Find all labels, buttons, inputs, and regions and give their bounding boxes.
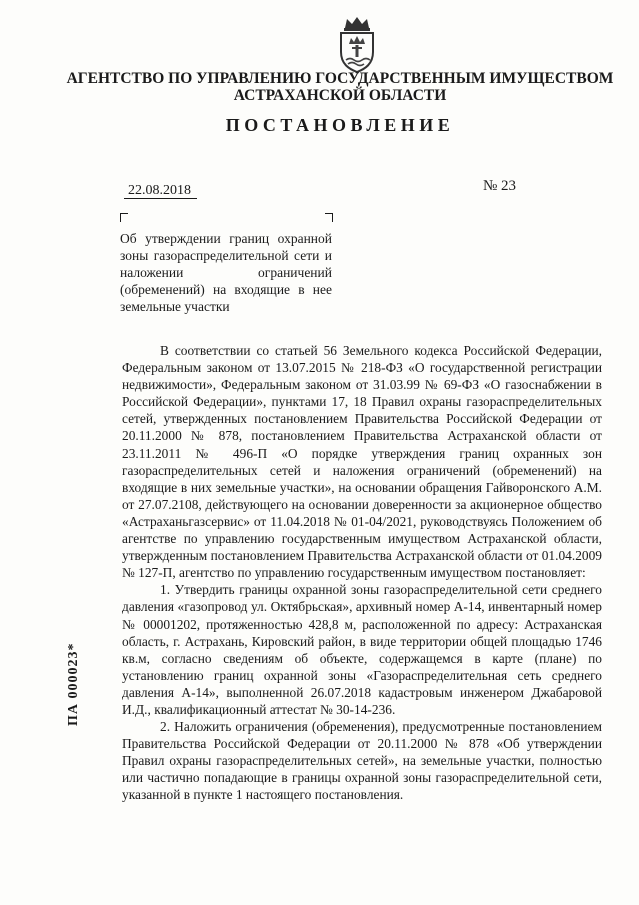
agency-name-line1: АГЕНТСТВО ПО УПРАВЛЕНИЮ ГОСУДАРСТВЕННЫМ ИМУЩЕСТВОМ — [66, 70, 614, 87]
item-1-paragraph: 1. Утвердить границы охранной зоны газораспределительной сети среднего давления «газопровод ул. Октябрьская», архивный номер А-14, инвентарный номер № 00001202, протяженностью 428,8 м, расположенной по адресу: Астраханская область, г. Астрахань, Кировский район, в виде территории общей площадью 1746 кв.м, согласно сведениям об объекте, содержащемся в карте (плане) по установлению границ охранной зоны «Газораспределительная сеть среднего давления А-14», выполненной 26.07.2018 кадастровым инженером Джабаровой И.Д., квалификационный аттестат № 30-14-236. — [122, 582, 602, 717]
agency-name-line2: АСТРАХАНСКОЙ ОБЛАСТИ — [233, 87, 447, 104]
agency-name — [40, 70, 639, 104]
subject-bracket-left — [120, 213, 128, 222]
preamble-paragraph: В соответствии со статьей 56 Земельного кодекса Российской Федерации, Федеральным законом от 13.07.2015 № 218-ФЗ «О государственной регистрации недвижимости», Федеральным законом от 31.03.99 № 69-ФЗ «О газоснабжении в Российской Федерации», пунктами 17, 18 Правил охраны газораспределительных сетей, утвержденных постановлением Правительства Российской Федерации от 20.11.2000 № 878, постановлением Правительства Астраханской области от 23.11.2011 № 496-П «О порядке утверждения границ охранных зон газораспределительных сетей и наложения ограничений (обременений) на входящие в них земельные участки», на основании обращения Гайворонского А.М. от 27.07.2108, действующего на основании доверенности за акционерное общество «Астраханьгазсервис» от 11.04.2018 № 01-04/2021, руководствуясь Положением об агентстве по управлению государственным имуществом Астраханской области, утвержденным постановлением Правительства Астраханской области от 01.04.2009 № 127-П, агентство по управлению государственным имуществом постановляет: — [122, 343, 602, 581]
registration-stamp: ПА 000023* — [66, 642, 81, 726]
item-2-paragraph: 2. Наложить ограничения (обременения), предусмотренные постановлением Правительства Российской Федерации от 20.11.2000 № 878 «Об утверждении Правил охраны газораспределительных сетей», на земельные участки, полностью или частично попадающие в границы охранной зоны газораспределительной сети, указанной в пункте 1 настоящего постановления. — [122, 719, 602, 803]
document-date: 22.08.2018 — [124, 183, 197, 199]
subject-bracket-right — [325, 213, 333, 222]
coat-of-arms-icon — [333, 14, 381, 74]
document-type-title: ПОСТАНОВЛЕНИЕ — [225, 115, 455, 135]
document-subject: Об утверждении границ охранной зоны газораспределительной сети и наложении ограничений (обременений) на входящие в нее земельные участки — [120, 231, 332, 314]
document-number: № 23 — [483, 178, 517, 194]
document-body — [122, 342, 602, 804]
